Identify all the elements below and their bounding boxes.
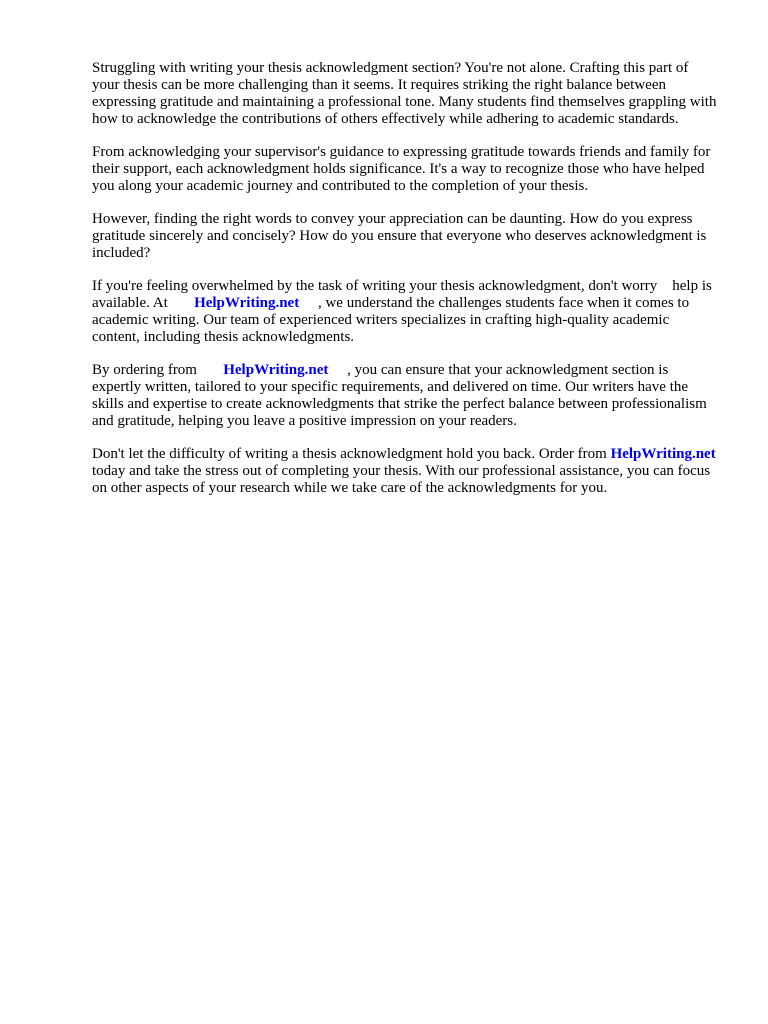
paragraph-text-after: , you can ensure that your acknowledgment section is expertly written, tailored to your specific requirements, and delivered on time. Our writers have the skills and expertise to create acknowledgments that strike the perfect balance between professionalism and gratitude, helping you leave a positive impression on your readers. [92,362,711,429]
paragraph-2 [92,144,718,195]
paragraph-text: From acknowledging your supervisor's guidance to expressing gratitude towards friends and family for their support, each acknowledgment holds significance. It's a way to recognize those who have helped you along your academic journey and contributed to the completion of your thesis. [92,144,715,194]
paragraph-3 [92,211,718,262]
paragraph-text-after: today and take the stress out of completing your thesis. With our professional assistance, you can focus on other aspects of your research while we take care of the acknowledgments for you. [92,446,739,496]
paragraph-5 [92,362,718,430]
paragraph-text: However, finding the right words to convey your appreciation can be daunting. How do you express gratitude sincerely and concisely? How do you ensure that everyone who deserves acknowledgment is included? [92,211,711,261]
helpwriting-link[interactable]: HelpWriting.net [610,446,716,462]
helpwriting-link[interactable]: HelpWriting.net [194,295,300,311]
paragraph-text-before: By ordering from [92,362,224,378]
document-body [92,60,739,513]
helpwriting-link[interactable]: HelpWriting.net [223,362,329,378]
paragraph-text-before: Don't let the difficulty of writing a thesis acknowledgment hold you back. Order from [92,446,611,462]
paragraph-6 [92,446,739,497]
paragraph-text: Struggling with writing your thesis acknowledgment section? You're not alone. Crafting this part of your thesis can be more challenging than it seems. It requires striking the right balance between expressing gratitude and maintaining a professional tone. Many students find themselves grappling with how to acknowledge the contributions of others effectively while adhering to academic standards. [92,60,721,127]
paragraph-text-after: , we understand the challenges students face when it comes to academic writing. Our team of experienced writers specializes in crafting high-quality academic content, including thesis acknowledgments. [92,295,693,345]
paragraph-text-before: If you're feeling overwhelmed by the task of writing your thesis acknowledgment, don't worry help is available. At [92,278,716,311]
paragraph-4 [92,278,718,346]
paragraph-1 [92,60,721,128]
